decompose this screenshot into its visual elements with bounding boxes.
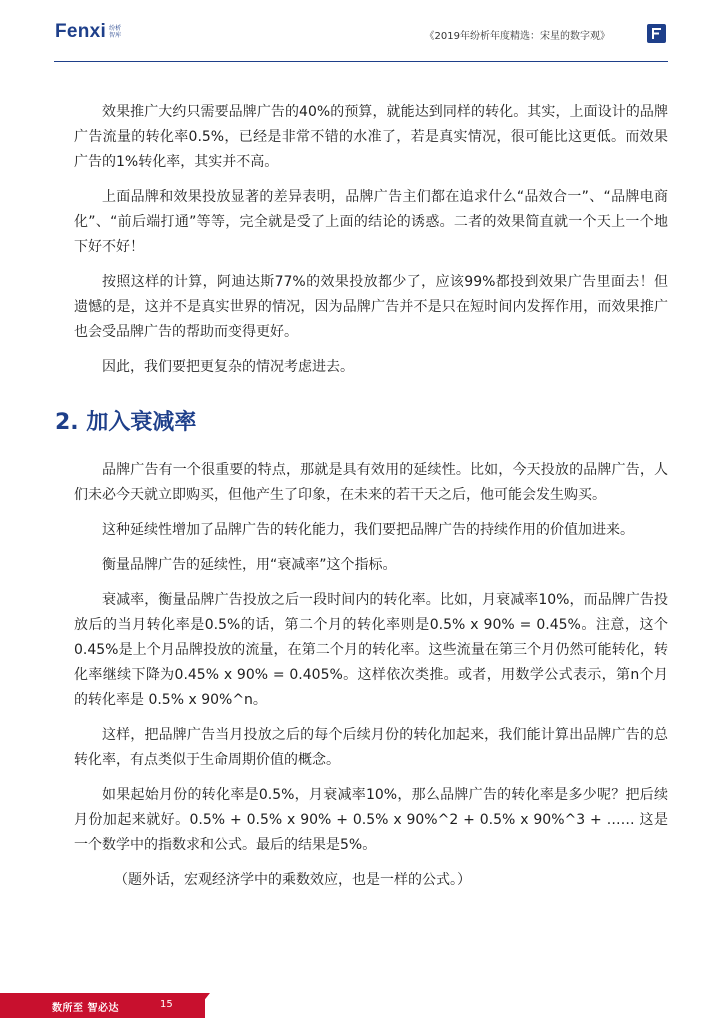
section-heading: 2. 加入衰减率: [55, 410, 197, 435]
header-divider: [54, 61, 668, 62]
footer-slogan: 数所至 智必达: [52, 1003, 119, 1014]
paragraph: 衰减率，衡量品牌广告投放之后一段时间内的转化率。比如，月衰减率10%，而品牌广告投放后的当月转化率是0.5%的话，第二个月的转化率则是0.5% x 90% = 0.45%。注意，这个0.45%是上个月品牌投放的流量，在第二个月的转化率。这些流量在第三个月仍然可能转化，转化率继续下降为0.45% x 90% = 0.405%。这样依次类推。或者，用数学公式表示，第n个月的转化率是 0.5% x 90%^n。: [74, 592, 668, 708]
paragraph: 如果起始月份的转化率是0.5%，月衰减率10%，那么品牌广告的转化率是多少呢？把后续月份加起来就好。0.5% + 0.5% x 90% + 0.5% x 90%^2 + 0.5% x 90%^3 + …… 这是一个数学中的指数求和公式。最后的结果是5%。: [74, 787, 668, 853]
brand-tag-line1: 纷析: [109, 25, 122, 32]
brand-name: Fenxi: [55, 21, 107, 42]
paragraph: 品牌广告有一个很重要的特点，那就是具有效用的延续性。比如，今天投放的品牌广告，人们未必今天就立即购买，但他产生了印象，在未来的若干天之后，他可能会发生购买。: [74, 462, 668, 503]
paragraph: 按照这样的计算，阿迪达斯77%的效果投放都少了，应该99%都投到效果广告里面去！但遗憾的是，这并不是真实世界的情况，因为品牌广告并不是只在短时间内发挥作用，而效果推广也会受品牌广告的帮助而变得更好。: [74, 274, 668, 340]
article-body: [55, 100, 668, 903]
paragraph: 因此，我们要把更复杂的情况考虑进去。: [102, 359, 354, 375]
document-icon: [647, 24, 666, 43]
brand-logo: [55, 21, 121, 43]
paragraph: 这种延续性增加了品牌广告的转化能力，我们要把品牌广告的持续作用的价值加进来。: [102, 522, 634, 538]
brand-tag: [109, 25, 121, 39]
footer-bar-slant: [190, 993, 210, 1018]
page-header: [0, 0, 720, 62]
paragraph: 上面品牌和效果投放显著的差异表明，品牌广告主们都在追求什么“品效合一”、“品牌电商化”、“前后端打通”等等，完全就是受了上面的结论的诱惑。二者的效果简直就一个天上一个地下好不好！: [74, 189, 668, 255]
aside-note: （题外话，宏观经济学中的乘数效应，也是一样的公式。）: [114, 872, 471, 888]
paragraph: 效果推广大约只需要品牌广告的40%的预算，就能达到同样的转化。其实，上面设计的品牌广告流量的转化率0.5%，已经是非常不错的水准了，若是真实情况，很可能比这更低。而效果广告的1%转化率，其实并不高。: [74, 104, 668, 170]
brand-tag-line2: 智库: [109, 32, 122, 39]
paragraph: 这样，把品牌广告当月投放之后的每个后续月份的转化加起来，我们能计算出品牌广告的总转化率，有点类似于生命周期价值的概念。: [74, 727, 668, 768]
report-title: 《2019年纷析年度精选：宋星的数字观》: [424, 31, 610, 42]
paragraph: 衡量品牌广告的延续性，用“衰减率”这个指标。: [102, 557, 397, 573]
page-number: 15: [160, 999, 173, 1010]
